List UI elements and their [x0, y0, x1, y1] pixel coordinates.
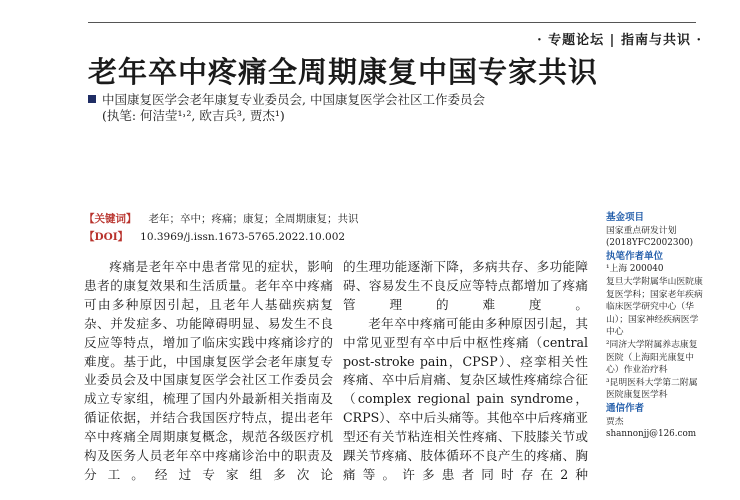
affiliation: 复旦大学附属华山医院康复医学科；国家老年疾病临床医学研究中心（华山）；国家神经疾病医学中心: [606, 276, 703, 338]
paragraph: 疼痛是老年卒中患者常见的症状，影响患者的康复效果和生活质量。老年卒中疼痛可由多种原因引起，且老年人基础疾病复杂、并发症多、功能障碍明显、易发生不良反应等特点，增加了临床实践中疼痛诊疗的难度。基于此，中国康复医学会老年康复专业委员会及中国康复医学会社区工作委员会成立专家组，梳理了国内外最新相关指南及循证依据，并结合我国医疗特点，提出老年卒中疼痛全周期康复概念，规范各级医疗机构及医务人员老年卒中疼痛诊治中的职责及分工。经过专家组多次论: [84, 259, 333, 482]
affiliation: ²同济大学附属养志康复医院（上海阳光康复中心）作业治疗科: [606, 339, 698, 376]
contact-name: 贾杰: [606, 416, 624, 427]
doi-label: 【DOI】: [84, 231, 129, 243]
page-title: 老年卒中疼痛全周期康复中国专家共识: [88, 55, 599, 89]
doi-text: 10.3969/j.issn.1673-5765.2022.10.002: [140, 231, 346, 243]
body-right-column: [343, 258, 588, 485]
top-rule: [88, 22, 696, 23]
funding-text: 国家重点研发计划(2018YFC2002300): [606, 225, 694, 249]
authors-block: [88, 92, 485, 124]
affiliation: ¹上海 200040: [606, 264, 664, 275]
organizations-line: [88, 92, 485, 108]
paragraph: 的生理功能逐渐下降，多病共存、多功能障碍、容易发生不良反应等特点都增加了疼痛管理的难度。: [343, 259, 588, 312]
square-bullet-icon: [88, 95, 96, 103]
contact-email: shannonjj@126.com: [606, 429, 697, 440]
contact-heading: 通信作者: [606, 402, 645, 414]
doi-line: [84, 229, 345, 244]
paragraph: 老年卒中疼痛可能由多种原因引起，其中常见亚型有卒中后中枢性疼痛（central post-stroke pain，CPSP）、痉挛相关性疼痛、卒中后肩痛、复杂区域性疼痛综合征（complex regional pain syndrome，CRPS）、卒中后头痛等。其他卒中后疼痛亚型还有关节粘连相关性疼痛、下肢膝关节或踝关节疼痛、肢体循环不良产生的疼痛、胸痛等。许多患者同时存在2种: [343, 315, 588, 482]
organizations: 中国康复医学会老年康复专业委员会, 中国康复医学会社区工作委员会: [102, 92, 485, 107]
keywords-label: 【关键词】: [84, 213, 137, 225]
sidebar: [606, 211, 706, 441]
funding-heading: 基金项目: [606, 212, 645, 223]
writers: (执笔: 何洁莹¹˒², 欧吉兵³, 贾杰¹): [102, 108, 285, 123]
keywords-line: [84, 211, 359, 226]
affiliation: ³昆明医科大学第二附属医院康复医学科: [606, 377, 698, 401]
section-label: · 专题论坛 | 指南与共识 ·: [537, 33, 702, 48]
keywords-text: 老年；卒中；疼痛；康复；全周期康复；共识: [148, 213, 359, 225]
body-left-column: [84, 258, 333, 485]
affiliation-heading: 执笔作者单位: [606, 250, 664, 262]
